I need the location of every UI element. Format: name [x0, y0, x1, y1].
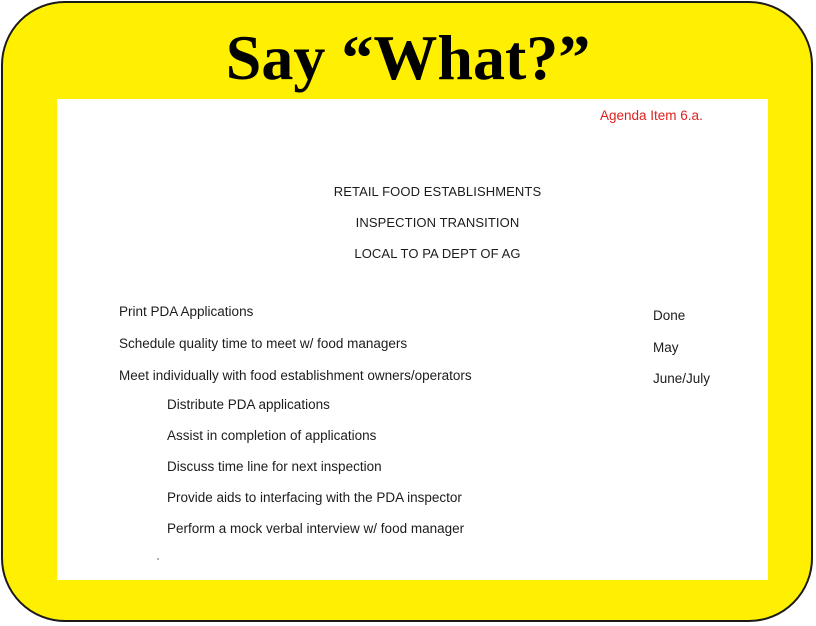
task-status: June/July: [653, 371, 711, 386]
subtask-item: Perform a mock verbal interview w/ food manager: [167, 521, 465, 536]
scan-speck: [157, 558, 159, 560]
subtask-item: Discuss time line for next inspection: [167, 459, 382, 474]
document-heading-line: RETAIL FOOD ESTABLISHMENTS: [333, 184, 542, 199]
subtask-item: Distribute PDA applications: [167, 397, 330, 412]
document-heading-line: INSPECTION TRANSITION: [355, 215, 520, 230]
task-item: Meet individually with food establishment owners/operators: [119, 368, 472, 383]
subtask-item: Assist in completion of applications: [167, 428, 377, 443]
subtask-item: Provide aids to interfacing with the PDA inspector: [167, 490, 462, 505]
task-item: Print PDA Applications: [119, 304, 254, 319]
task-status: Done: [653, 308, 686, 323]
document-heading-line: LOCAL TO PA DEPT OF AG: [354, 246, 521, 261]
task-status: May: [653, 340, 679, 355]
agenda-item-reference: Agenda Item 6.a.: [600, 108, 703, 123]
slide-title: Say “What?”: [225, 22, 591, 93]
scanned-document: [57, 99, 768, 580]
task-item: Schedule quality time to meet w/ food managers: [119, 336, 408, 351]
